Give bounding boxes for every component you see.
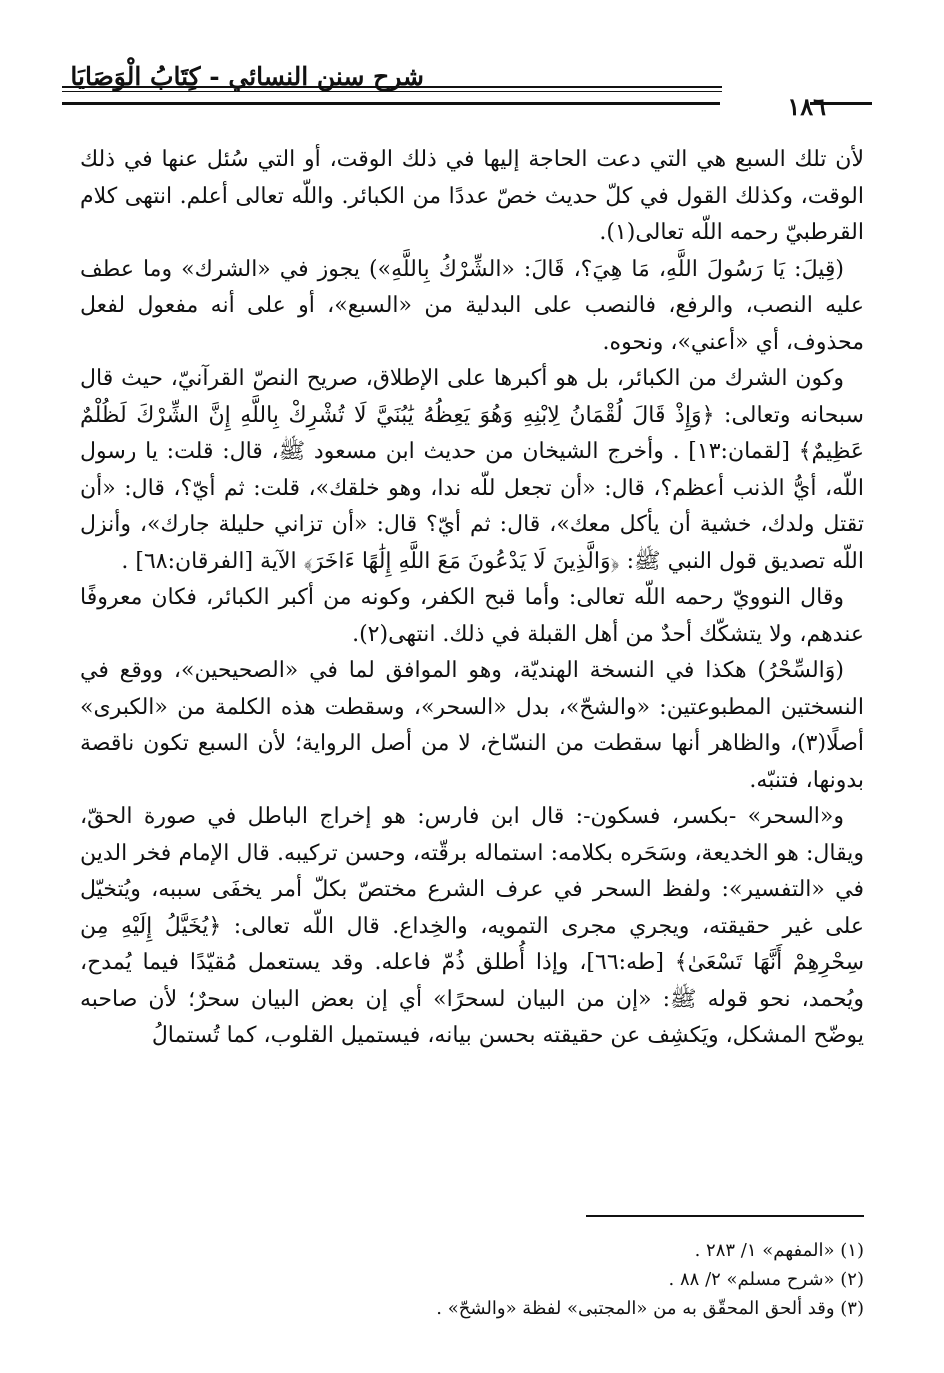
page-number-rule-left [62, 102, 720, 105]
footnote-3: (٣) وقد ألحق المحقّق به من «المجتبى» لفظة «والشحّ» . [436, 1298, 864, 1319]
running-header-title: شرح سنن النسائي - كِتَابُ الْوَصَايَا [70, 62, 424, 91]
footnote-1: (١) «المفهم» ١/ ٢٨٣ . [694, 1240, 864, 1261]
paragraph-6: و«السحر» -بكسر، فسكون-: قال ابن فارس: هو إخراج الباطل في صورة الحقّ، ويقال: هو الخديعة، وسَحَره بكلامه: استماله برقّته، وحسن تركيبه. قال الإمام فخر الدين في «التفسير»: ولفظ السحر في عرف الشرع مختصّ بكلّ أمر يخفَى سببه، ويُتخيّل على غير حقيقته، ويجري مجرى التمويه، والخِداع. قال اللّه تعالى: ﴿يُخَيَّلُ إِلَيْهِ مِن سِحْرِهِمْ أَنَّهَا تَسْعَىٰ﴾ [طه:٦٦]، وإذا أُطلق ذُمّ فاعله. وقد يستعمل مُقيّدًا فيما يُمدح، ويُحمد، نحو قوله ﷺ: «إن من البيان لسحرًا» أي إن بعض البيان سحرٌ؛ لأن صاحبه يوضّح المشكل، ويَكشِف عن حقيقته بحسن بيانه، فيستميل القلوب، كما تُستمالُ [80, 804, 865, 1048]
page-number-rule-right [810, 102, 872, 105]
main-text [80, 142, 864, 1055]
footnote-separator [586, 1215, 864, 1217]
footnote-2: (٢) «شرح مسلم» ٢/ ٨٨ . [668, 1269, 864, 1290]
paragraph-2: (قِيلَ: يَا رَسُولَ اللَّهِ، مَا هِيَ؟، قَالَ: «الشِّرْكُ بِاللَّهِ») يجوز في «الشرك» وما عطف عليه النصب، والرفع، فالنصب على البدلية من «السبع»، أو على أنه مفعول لفعل محذوف، أي «أعني»، ونحوه. [80, 256, 864, 355]
paragraph-5: (وَالسِّحْرُ) هكذا في النسخة الهنديّة، وهو الموافق لما في «الصحيحين»، ووقع في النسختين المطبوعتين: «والشحّ»، بدل «السحر»، وسقطت هذه الكلمة من «الكبرى» أصلًا(٣)، والظاهر أنها سقطت من النسّاخ، لا من أصل الرواية؛ لأن السبع تكون ناقصة بدونها، فتنبّه. [80, 658, 864, 793]
paragraph-1: لأن تلك السبع هي التي دعت الحاجة إليها في ذلك الوقت، أو التي سُئل عنها في ذلك الوقت، وكذلك القول في كلّ حديث خصّ عددًا من الكبائر. واللّه تعالى أعلم. انتهى كلام القرطبيّ رحمه اللّه تعالى(١). [80, 147, 864, 245]
header-rule [62, 86, 722, 92]
paragraph-4: وقال النوويّ رحمه اللّه تعالى: وأما قبح الكفر، وكونه من أكبر الكبائر، فكان معروفًا عندهم، ولا يتشكّك أحدٌ من أهل القبلة في ذلك. انتهى(٢). [80, 585, 864, 647]
page-number: ١٨٦ [787, 92, 826, 121]
footnotes [80, 1236, 864, 1323]
paragraph-3: وكون الشرك من الكبائر، بل هو أكبرها على الإطلاق، صريح النصّ القرآنيّ، حيث قال سبحانه وتعالى: ﴿وَإِذْ قَالَ لُقْمَانُ لِابْنِهِ وَهُوَ يَعِظُهُ يَٰبُنَيَّ لَا تُشْرِكْ بِاللَّهِ إِنَّ الشِّرْكَ لَظُلْمٌ عَظِيمٌ﴾ [لقمان:١٣] . وأخرج الشيخان من حديث ابن مسعود ﷺ، قال: قلت: يا رسول اللّه، أيُّ الذنب أعظم؟، قال: «أن تجعل للّه ندا، وهو خلقك»، قلت: ثم أيّ؟، قال: «أن تقتل ولدك، خشية أن يأكل معك»، قال: ثم أيّ؟ قال: «أن تزاني حليلة جارك»، وأنزل اللّه تصديق قول النبي ﷺ: ﴿وَالَّذِينَ لَا يَدْعُونَ مَعَ اللَّهِ إِلَٰهًا ءَاخَرَ﴾ الآية [الفرقان:٦٨] . [80, 366, 864, 574]
